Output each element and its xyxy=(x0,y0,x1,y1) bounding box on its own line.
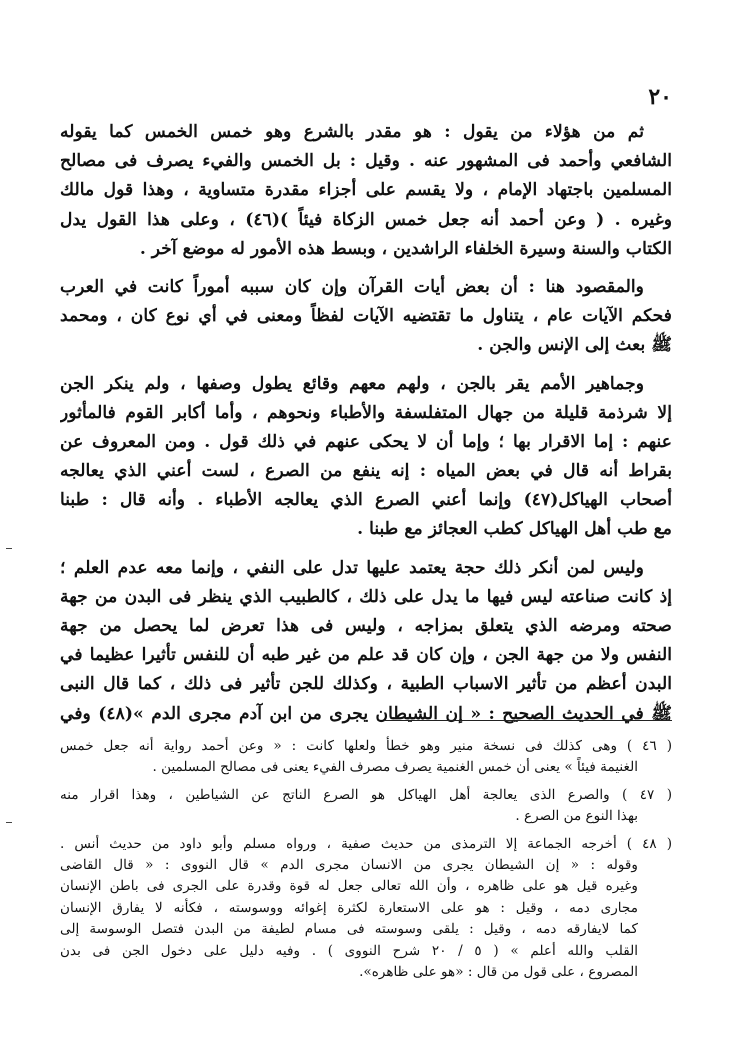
text-line: ﷺ بعث إلى الإنس والجن . xyxy=(477,335,672,356)
text-line: والمقصود هنا : أن بعض أيات القرآن وإن كان سببه أموراً كانت في العرب xyxy=(60,276,644,297)
footnote-line: ( ٤٦ ) وهى كذلك فى نسخة منير وهو خطأ ولعلها كانت : « وعن أحمد رواية أنه جعل خمس xyxy=(60,738,672,754)
footnote-line: ( ٤٧ ) والصرع الذى يعالجة أهل الهياكل هو الصرع الناتج عن الشياطين ، وهذا اقرار منه xyxy=(60,786,672,803)
text-line: النفس ولا من جهة الجن ، وإن كان قد علم من غير طبه أن للنفس تأثيرا عظيما في xyxy=(60,645,672,666)
text-line: وجماهير الأمم يقر بالجن ، ولهم معهم وقائع يطول وصفها ، ولم ينكر الجن xyxy=(60,373,644,394)
footnote-line: ( ٤٨ ) أخرجه الجماعة إلا الترمذى من حديث صفية ، ورواه مسلم وأبو داود من حديث أنس . xyxy=(60,835,672,852)
text-line: الكتاب والسنة وسيرة الخلفاء الراشدين ، وبسط هذه الأمور له موضع آخر . xyxy=(139,238,672,259)
text-line: المسلمين باجتهاد الإمام ، ولا يقسم على أجزاء مقدرة متساوية ، وهذا قول مالك xyxy=(60,180,672,201)
text-line: عنهم : إما الاقرار بها ؛ وإما أن لا يحكى عنهم في ذلك قول . ومن المعروف عن xyxy=(60,431,672,452)
paragraph xyxy=(60,118,672,264)
footnote-48 xyxy=(60,834,672,984)
text-line: مع طب أهل الهياكل كطب العجائز مع طبنا . xyxy=(357,519,672,540)
text-line: إذ كانت صناعته ليس فيها ما يدل على ذلك ، كالطبيب الذي ينظر فى البدن من جهة xyxy=(60,586,672,607)
main-text xyxy=(60,118,672,738)
text-line: البدن أعظم من تأثير الاسباب الطبية ، وكذلك للجن تأثير فى ذلك ، كما قال النبى xyxy=(60,674,672,695)
paragraph xyxy=(60,273,672,361)
paragraph xyxy=(60,554,672,729)
footnote-line: وغيره قيل هو على ظاهره ، وأن الله تعالى جعل له قوة وقدرة على الجرى فى باطن الإنسان xyxy=(60,878,638,895)
text-line: أصحاب الهياكل(٤٧) وإنما أعني الصرع الذي يعالجه الأطباء . وأنه قال : طبنا xyxy=(60,490,672,511)
text-line: وغيره . ( وعن أحمد أنه جعل خمس الزكاة فيئاً )(٤٦) ، وعلى هذا القول يدل xyxy=(60,209,672,230)
footnote-line: مجارى دمه ، وقيل : هو على الاستعارة لكثرة إغوائه ووسوسته ، فكأنه لا يفارق الإنسان xyxy=(60,899,638,916)
scan-edge-mark xyxy=(6,548,12,549)
footnote-46 xyxy=(60,736,672,779)
text-line: ثم من هؤلاء من يقول : هو مقدر بالشرع وهو خمس الخمس كما يقوله xyxy=(60,122,644,142)
footnotes xyxy=(60,736,672,983)
footnote-47 xyxy=(60,785,672,828)
page-number: ٢٠ xyxy=(648,84,672,110)
text-line: فحكم الآيات عام ، يتناول ما تقتضيه الآيات لفظاً ومعنى في أي نوع كان ، ومحمد xyxy=(60,306,672,327)
text-line: وليس لمن أنكر ذلك حجة يعتمد عليها تدل على النفي ، وإنما معه عدم العلم ؛ xyxy=(60,557,644,578)
footnote-line: المصروع ، على قول من قال : «هو على ظاهره». xyxy=(359,963,638,980)
footnote-line: كما لايفارقه دمه ، وقيل : يلقى وسوسته فى مسام لطيفة من البدن فتصل الوسوسة إلى xyxy=(60,921,638,938)
footnote-line: وقوله : « إن الشيطان يجرى من الانسان مجرى الدم » قال النووى : « قال القاضى xyxy=(60,856,638,873)
text-line: ﷺ في الحديث الصحيح : « إن الشيطان يجرى من ابن آدم مجرى الدم »(٤٨) وفي xyxy=(60,703,672,724)
footnote-line: الغنيمة فيئاً » يعنى أن خمس الغنمية يصرف مصرف الفيء يعنى فى مصالح المسلمين . xyxy=(152,759,638,776)
scan-edge-mark xyxy=(6,822,12,823)
text-line: صحته ومرضه الذي يتعلق بمزاجه ، وليس فى هذا تعرض لما يحصل من جهة xyxy=(60,616,672,636)
text-line: إلا شرذمة قليلة من جهال المتفلسفة والأطباء ونحوهم ، وأما أكابر القوم فالمأثور xyxy=(60,402,672,423)
footnote-line: بهذا النوع من الصرع . xyxy=(515,808,638,825)
paragraph xyxy=(60,370,672,545)
text-line: بقراط أنه قال في بعض المياه : إنه ينفع من الصرع ، لست أعني الذي يعالجه xyxy=(60,461,672,482)
footnote-line: القلب والله أعلم » ( ٥ / ٢٠ شرح النووى ) . وفيه دليل على دخول الجن فى بدن xyxy=(60,942,638,959)
footnote-separator xyxy=(384,720,672,721)
text-line: الشافعي وأحمد فى المشهور عنه . وقيل : بل الخمس والفيء يصرف فى مصالح xyxy=(60,151,672,172)
